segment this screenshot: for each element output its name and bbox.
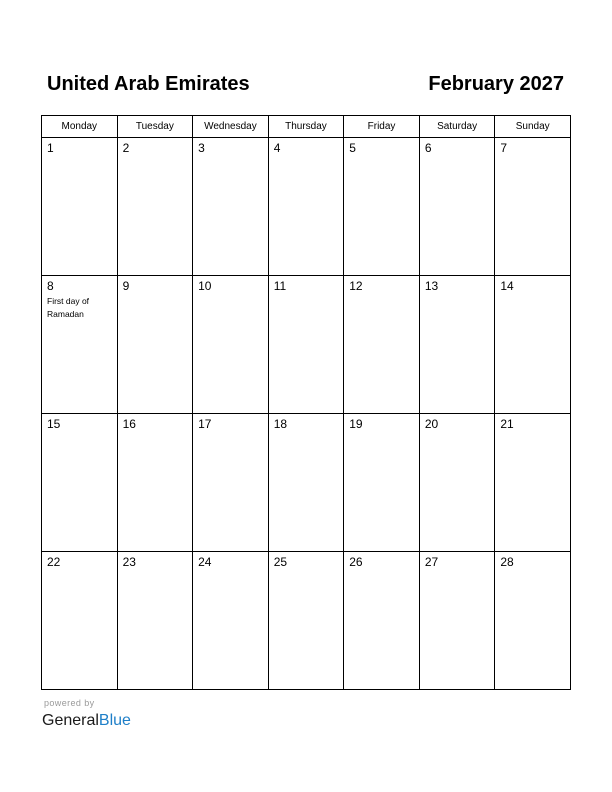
day-number: 25 (273, 555, 288, 569)
day-number: 24 (198, 555, 212, 569)
week-row-2 (42, 276, 571, 414)
brand-blue-text: Blue (98, 712, 131, 729)
day-number: 3 (198, 141, 205, 155)
day-number: 17 (198, 417, 212, 431)
day-cell (117, 276, 193, 414)
day-cell (42, 552, 118, 690)
day-number: 26 (349, 555, 363, 569)
day-number: 11 (273, 279, 287, 293)
week-row-4 (42, 552, 571, 690)
week-row-3 (42, 414, 571, 552)
day-cell (419, 138, 495, 276)
day-cell (42, 414, 118, 552)
day-cell (495, 138, 571, 276)
day-number: 23 (122, 555, 136, 569)
day-number: 6 (424, 141, 432, 155)
day-cell (193, 414, 269, 552)
day-cell (419, 552, 495, 690)
weekday-monday: Monday (42, 116, 118, 138)
weekday-wednesday: Wednesday (193, 116, 269, 138)
day-cell (495, 552, 571, 690)
month-year-title: February 2027 (428, 73, 564, 95)
powered-by-text: powered by (44, 698, 95, 708)
day-number: 19 (349, 417, 363, 431)
day-cell (268, 414, 344, 552)
day-number: 15 (47, 417, 61, 431)
day-cell (495, 276, 571, 414)
day-cell (193, 138, 269, 276)
day-number: 22 (47, 555, 61, 569)
day-number: 10 (198, 279, 212, 293)
generalblue-logo[interactable] (42, 711, 131, 731)
day-cell (344, 552, 420, 690)
day-cell (344, 414, 420, 552)
country-title: United Arab Emirates (47, 73, 250, 95)
day-number: 13 (424, 279, 439, 293)
day-cell (344, 276, 420, 414)
day-cell (42, 276, 118, 414)
brand-general-text: General (42, 712, 99, 729)
holiday-label: First day of Ramadan (47, 296, 90, 319)
day-cell (268, 138, 344, 276)
day-cell (268, 276, 344, 414)
day-number: 8 (47, 279, 54, 293)
day-number: 4 (273, 141, 281, 155)
weekday-sunday: Sunday (495, 116, 571, 138)
day-cell (495, 414, 571, 552)
day-number: 21 (500, 417, 514, 431)
day-cell (344, 138, 420, 276)
day-number: 9 (122, 279, 130, 293)
weekday-tuesday: Tuesday (117, 116, 193, 138)
day-cell (117, 414, 193, 552)
day-number: 18 (273, 417, 288, 431)
day-number: 20 (424, 417, 439, 431)
day-cell (117, 552, 193, 690)
day-number: 16 (122, 417, 136, 431)
day-number: 2 (122, 141, 130, 155)
weekday-friday: Friday (344, 116, 420, 138)
day-cell (117, 138, 193, 276)
day-cell (193, 276, 269, 414)
weekday-saturday: Saturday (419, 116, 495, 138)
week-row-1 (42, 138, 571, 276)
day-number: 28 (500, 555, 514, 569)
day-number: 27 (424, 555, 439, 569)
footer-branding (42, 698, 131, 731)
day-cell (268, 552, 344, 690)
day-cell (419, 276, 495, 414)
day-number: 12 (349, 279, 363, 293)
day-cell (193, 552, 269, 690)
day-number: 1 (47, 141, 54, 155)
day-number: 7 (500, 141, 508, 155)
day-number: 5 (349, 141, 356, 155)
day-cell (42, 138, 118, 276)
weekday-thursday: Thursday (268, 116, 344, 138)
weekday-header-row (42, 116, 571, 138)
calendar-grid (41, 115, 571, 690)
day-number: 14 (500, 279, 514, 293)
day-cell (419, 414, 495, 552)
